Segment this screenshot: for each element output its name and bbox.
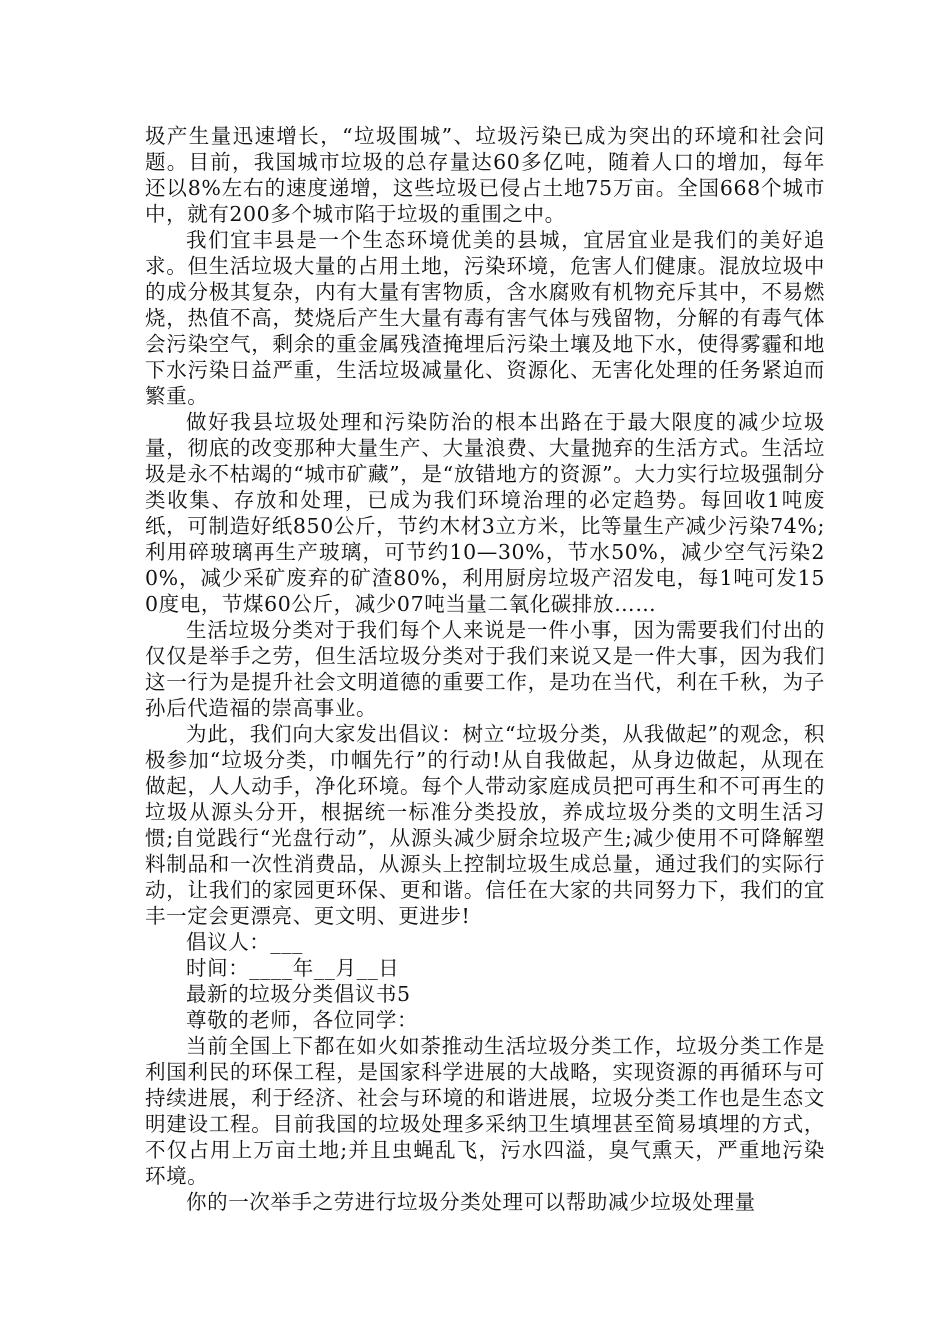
paragraph-6: 当前全国上下都在如火如荼推动生活垃圾分类工作，垃圾分类工作是利国利民的环保工程，是国家科学进展的大战略，实现资源的再循环与可持续进展，利于经济、社会与环境的和谐进展，垃圾分类工作也是生态文明建设工程。目前我国的垃圾处理多采纳卫生填埋甚至简易填埋的方式，不仅占用上万亩土地;并且虫蝇乱飞，污水四溢，臭气熏天，严重地污染环境。 [145, 1034, 825, 1188]
section-title: 最新的垃圾分类倡议书5 [186, 982, 411, 1006]
greeting: 尊敬的老师，各位同学： [186, 1008, 419, 1032]
signature-line: 倡议人：___ [186, 930, 303, 954]
paragraph-3: 做好我县垃圾处理和污染防治的根本出路在于最大限度的减少垃圾量，彻底的改变那种大量生产、大量浪费、大量抛弃的生活方式。生活垃圾是永不枯竭的“城市矿藏”，是“放错地方的资源”。大力实行垃圾强制分类收集、存放和处理，已成为我们环境治理的必定趋势。每回收1吨废纸，可制造好纸850公斤，节约木材3立方米，比等量生产减少污染74%;利用碎玻璃再生产玻璃，可节约10—30%，节水50%，减少空气污染20%，减少采矿废弃的矿渣80%，利用厨房垃圾产沼发电，每1吨可发150度电，节煤60公斤，减少07吨当量二氧化碳排放…… [145, 410, 825, 616]
paragraph-4: 生活垃圾分类对于我们每个人来说是一件小事，因为需要我们付出的仅仅是举手之劳，但生活垃圾分类对于我们来说又是一件大事，因为我们这一行为是提升社会文明道德的重要工作，是功在当代，利在千秋，为子孙后代造福的崇高事业。 [145, 618, 825, 720]
paragraph-7: 你的一次举手之劳进行垃圾分类处理可以帮助减少垃圾处理量 [186, 1190, 756, 1214]
paragraph-2: 我们宜丰县是一个生态环境优美的县城，宜居宜业是我们的美好追求。但生活垃圾大量的占用土地，污染环境，危害人们健康。混放垃圾中的成分极其复杂，内有大量有害物质，含水腐败有机物充斥其中，不易燃烧，热值不高，焚烧后产生大量有毒有害气体与残留物，分解的有毒气体会污染空气，剩余的重金属残渣掩埋后污染土壤及地下水，使得雾霾和地下水污染日益严重，生活垃圾减量化、资源化、无害化处理的任务紧迫而繁重。 [145, 228, 825, 408]
date-line: 时间：____年__月__日 [186, 956, 400, 980]
paragraph-5: 为此，我们向大家发出倡议：树立“垃圾分类，从我做起”的观念，积极参加“垃圾分类，巾帼先行”的行动!从自我做起，从身边做起，从现在做起，人人动手，净化环境。每个人带动家庭成员把可再生和不可再生的垃圾从源头分开，根据统一标准分类投放，养成垃圾分类的文明生活习惯;自觉践行“光盘行动”，从源头减少厨余垃圾产生;减少使用不可降解塑料制品和一次性消费品，从源头上控制垃圾生成总量，通过我们的实际行动，让我们的家园更环保、更和谐。信任在大家的共同努力下，我们的宜丰一定会更漂亮、更文明、更进步! [145, 722, 825, 928]
paragraph-1: 圾产生量迅速增长，“垃圾围城”、垃圾污染已成为突出的环境和社会问题。目前，我国城市垃圾的总存量达60多亿吨，随着人口的增加，每年还以8%左右的速度递增，这些垃圾已侵占土地75万亩。全国668个城市中，就有200多个城市陷于垃圾的重围之中。 [145, 124, 825, 226]
document-body [145, 123, 825, 1215]
